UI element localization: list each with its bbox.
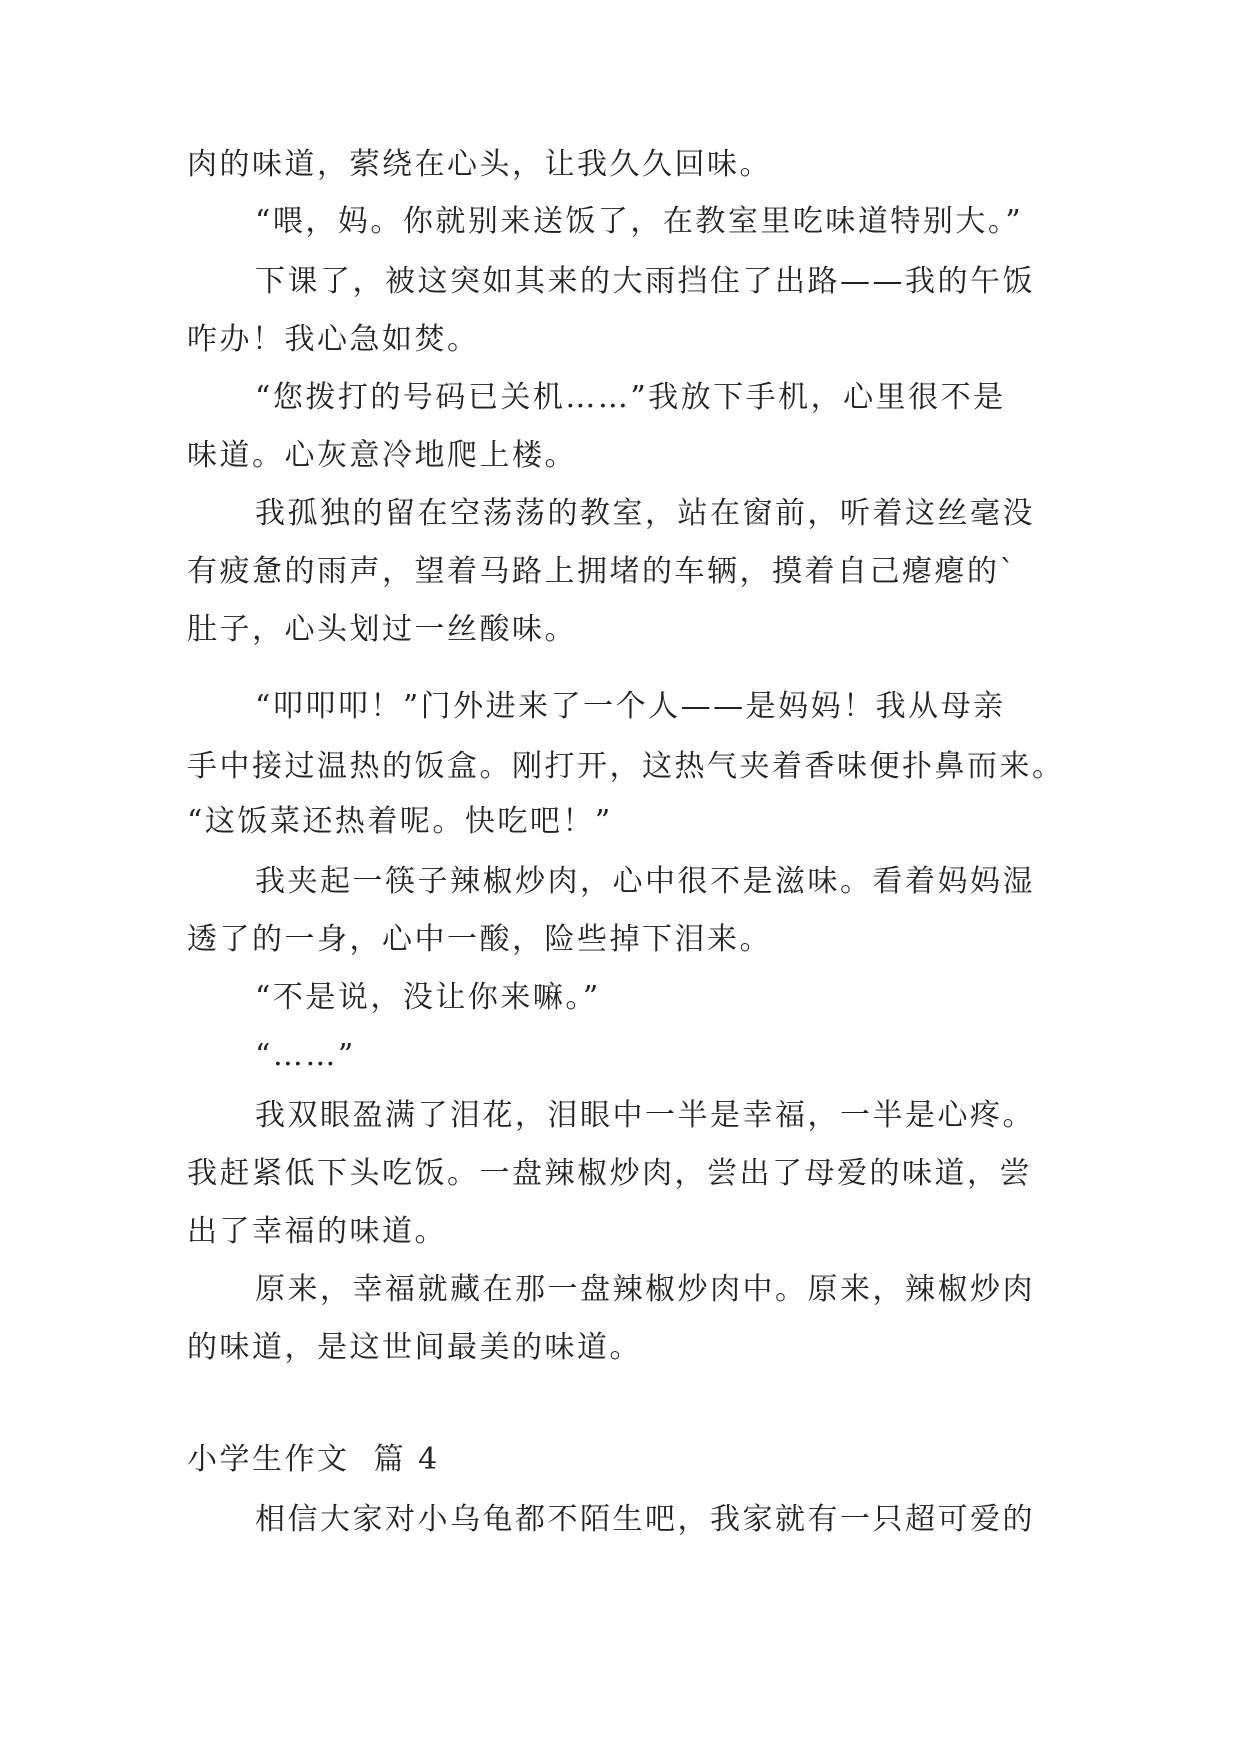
text-line: 味道。心灰意冷地爬上楼。 — [187, 438, 577, 473]
text-line: 相信大家对小乌龟都不陌生吧，我家就有一只超可爱的 — [255, 1502, 1035, 1537]
text-line: 透了的一身，心中一酸，险些掉下泪来。 — [187, 922, 772, 957]
text-line: “不是说，没让你来嘛。” — [255, 980, 601, 1015]
text-line: “……” — [255, 1038, 356, 1073]
text-line: “您拨打的号码已关机……”我放下手机，心里很不是 — [255, 380, 1006, 415]
text-line: 我赶紧低下头吃饭。一盘辣椒炒肉，尝出了母爱的味道，尝 — [187, 1156, 1032, 1191]
text-line: 原来，幸福就藏在那一盘辣椒炒肉中。原来，辣椒炒肉 — [255, 1272, 1035, 1307]
text-line: 的味道，是这世间最美的味道。 — [187, 1330, 642, 1365]
text-line: “叩叩叩！”门外进来了一个人——是妈妈！我从母亲 — [255, 689, 1006, 724]
text-line: 我双眼盈满了泪花，泪眼中一半是幸福，一半是心疼。 — [255, 1098, 1035, 1133]
text-line: “喂，妈。你就别来送饭了，在教室里吃味道特别大。” — [255, 204, 1024, 239]
text-line: 下课了，被这突如其来的大雨挡住了出路——我的午饭 — [255, 264, 1035, 299]
text-line: 手中接过温热的饭盒。刚打开，这热气夹着香味便扑鼻而来。 — [187, 749, 1065, 784]
text-line: 咋办！我心急如焚。 — [187, 322, 480, 357]
section-heading: 小学生作文 篇 4 — [187, 1442, 440, 1477]
text-line: 我孤独的留在空荡荡的教室，站在窗前，听着这丝毫没 — [255, 496, 1035, 531]
text-line: 肉的味道，萦绕在心头，让我久久回味。 — [187, 147, 772, 182]
text-line: 我夹起一筷子辣椒炒肉，心中很不是滋味。看着妈妈湿 — [255, 864, 1035, 899]
text-line: 肚子，心头划过一丝酸味。 — [187, 612, 577, 647]
text-line: 出了幸福的味道。 — [187, 1214, 447, 1249]
text-line: 有疲惫的雨声，望着马路上拥堵的车辆，摸着自己瘪瘪的` — [187, 554, 1017, 589]
text-line: “这饭菜还热着呢。快吃吧！” — [187, 804, 613, 839]
